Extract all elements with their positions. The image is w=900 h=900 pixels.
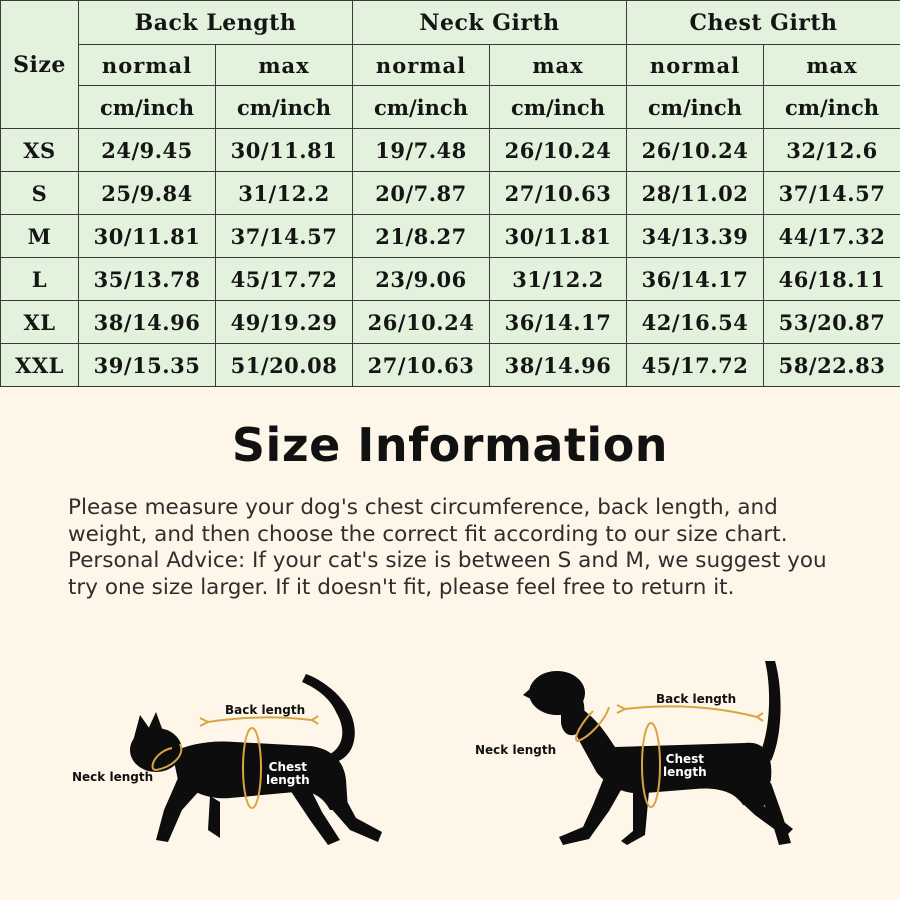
subheader-cell: max — [764, 45, 900, 86]
unit-cell: cm/inch — [764, 86, 900, 129]
measurement-cell: 44/17.32 — [764, 215, 900, 258]
cat-measurement-figure — [60, 660, 400, 860]
measurement-cell: 37/14.57 — [764, 172, 900, 215]
cat-neck-length-label: Neck length — [72, 770, 154, 784]
measurement-cell: 58/22.83 — [764, 344, 900, 387]
dog-chest-label-line2: length — [663, 765, 707, 779]
measurement-cell: 38/14.96 — [79, 301, 216, 344]
measurement-cell: 42/16.54 — [627, 301, 764, 344]
table-row — [1, 344, 900, 387]
measurement-cell: 30/11.81 — [490, 215, 627, 258]
measurement-cell: 37/14.57 — [216, 215, 353, 258]
cat-back-length-label: Back length — [225, 703, 306, 717]
measurement-cell: 51/20.08 — [216, 344, 353, 387]
cat-silhouette-icon — [60, 660, 400, 860]
measurement-cell: 24/9.45 — [79, 129, 216, 172]
unit-row — [1, 86, 900, 129]
measurement-cell: 34/13.39 — [627, 215, 764, 258]
size-label-cell: S — [1, 172, 79, 215]
size-information-title: Size Information — [231, 418, 669, 472]
cat-chest-label-line1: Chest — [268, 760, 308, 774]
group-header-row — [1, 1, 900, 45]
measurement-cell: 23/9.06 — [353, 258, 490, 301]
measurement-cell: 32/12.6 — [764, 129, 900, 172]
measurement-cell: 31/12.2 — [216, 172, 353, 215]
size-information-text: Please measure your dog's chest circumference, back length, and weight, and then choose the correct fit according to our size chart. Personal Advice: If your cat's size is between S and M, we suggest you try one size larger. If it doesn't fit, please feel free to return it. — [68, 495, 827, 600]
unit-cell: cm/inch — [353, 86, 490, 129]
size-label-cell: XS — [1, 129, 79, 172]
measurement-cell: 27/10.63 — [353, 344, 490, 387]
subheader-cell: normal — [353, 45, 490, 86]
subheader-cell: normal — [627, 45, 764, 86]
measurement-cell: 49/19.29 — [216, 301, 353, 344]
measurement-cell: 26/10.24 — [627, 129, 764, 172]
measurement-cell: 31/12.2 — [490, 258, 627, 301]
back-length-header: Back Length — [79, 1, 353, 45]
subheader-cell: normal — [79, 45, 216, 86]
measurement-cell: 38/14.96 — [490, 344, 627, 387]
dog-back-length-label: Back length — [656, 692, 737, 706]
dog-chest-length-label — [663, 753, 707, 779]
measurement-cell: 36/14.17 — [627, 258, 764, 301]
measurement-cell: 27/10.63 — [490, 172, 627, 215]
cat-chest-length-label — [266, 761, 310, 787]
dog-neck-length-label: Neck length — [475, 743, 557, 757]
unit-cell: cm/inch — [216, 86, 353, 129]
measurement-cell: 21/8.27 — [353, 215, 490, 258]
table-row — [1, 129, 900, 172]
measurement-cell: 26/10.24 — [353, 301, 490, 344]
measurement-cell: 25/9.84 — [79, 172, 216, 215]
size-label-cell: XXL — [1, 344, 79, 387]
subheader-cell: max — [490, 45, 627, 86]
measurement-cell: 30/11.81 — [79, 215, 216, 258]
dog-measurement-figure — [465, 655, 835, 855]
neck-girth-header: Neck Girth — [353, 1, 627, 45]
dog-chest-label-line1: Chest — [665, 752, 705, 766]
size-label-cell: L — [1, 258, 79, 301]
unit-cell: cm/inch — [627, 86, 764, 129]
measurement-cell: 20/7.87 — [353, 172, 490, 215]
table-row — [1, 172, 900, 215]
measurement-cell: 28/11.02 — [627, 172, 764, 215]
size-label-cell: XL — [1, 301, 79, 344]
size-label-cell: M — [1, 215, 79, 258]
measurement-cell: 26/10.24 — [490, 129, 627, 172]
size-column-header: Size — [1, 1, 79, 129]
table-row — [1, 215, 900, 258]
subheader-cell: max — [216, 45, 353, 86]
measurement-cell: 35/13.78 — [79, 258, 216, 301]
measurement-cell: 45/17.72 — [216, 258, 353, 301]
measurement-cell: 36/14.17 — [490, 301, 627, 344]
chest-girth-header: Chest Girth — [627, 1, 900, 45]
measurement-cell: 30/11.81 — [216, 129, 353, 172]
cat-chest-label-line2: length — [266, 773, 310, 787]
size-chart-table — [0, 0, 900, 387]
measurement-cell: 46/18.11 — [764, 258, 900, 301]
table-row — [1, 258, 900, 301]
table-row — [1, 301, 900, 344]
measurement-cell: 19/7.48 — [353, 129, 490, 172]
unit-cell: cm/inch — [490, 86, 627, 129]
measurement-cell: 45/17.72 — [627, 344, 764, 387]
measurement-cell: 53/20.87 — [764, 301, 900, 344]
measurement-cell: 39/15.35 — [79, 344, 216, 387]
subheader-row — [1, 45, 900, 86]
unit-cell: cm/inch — [79, 86, 216, 129]
